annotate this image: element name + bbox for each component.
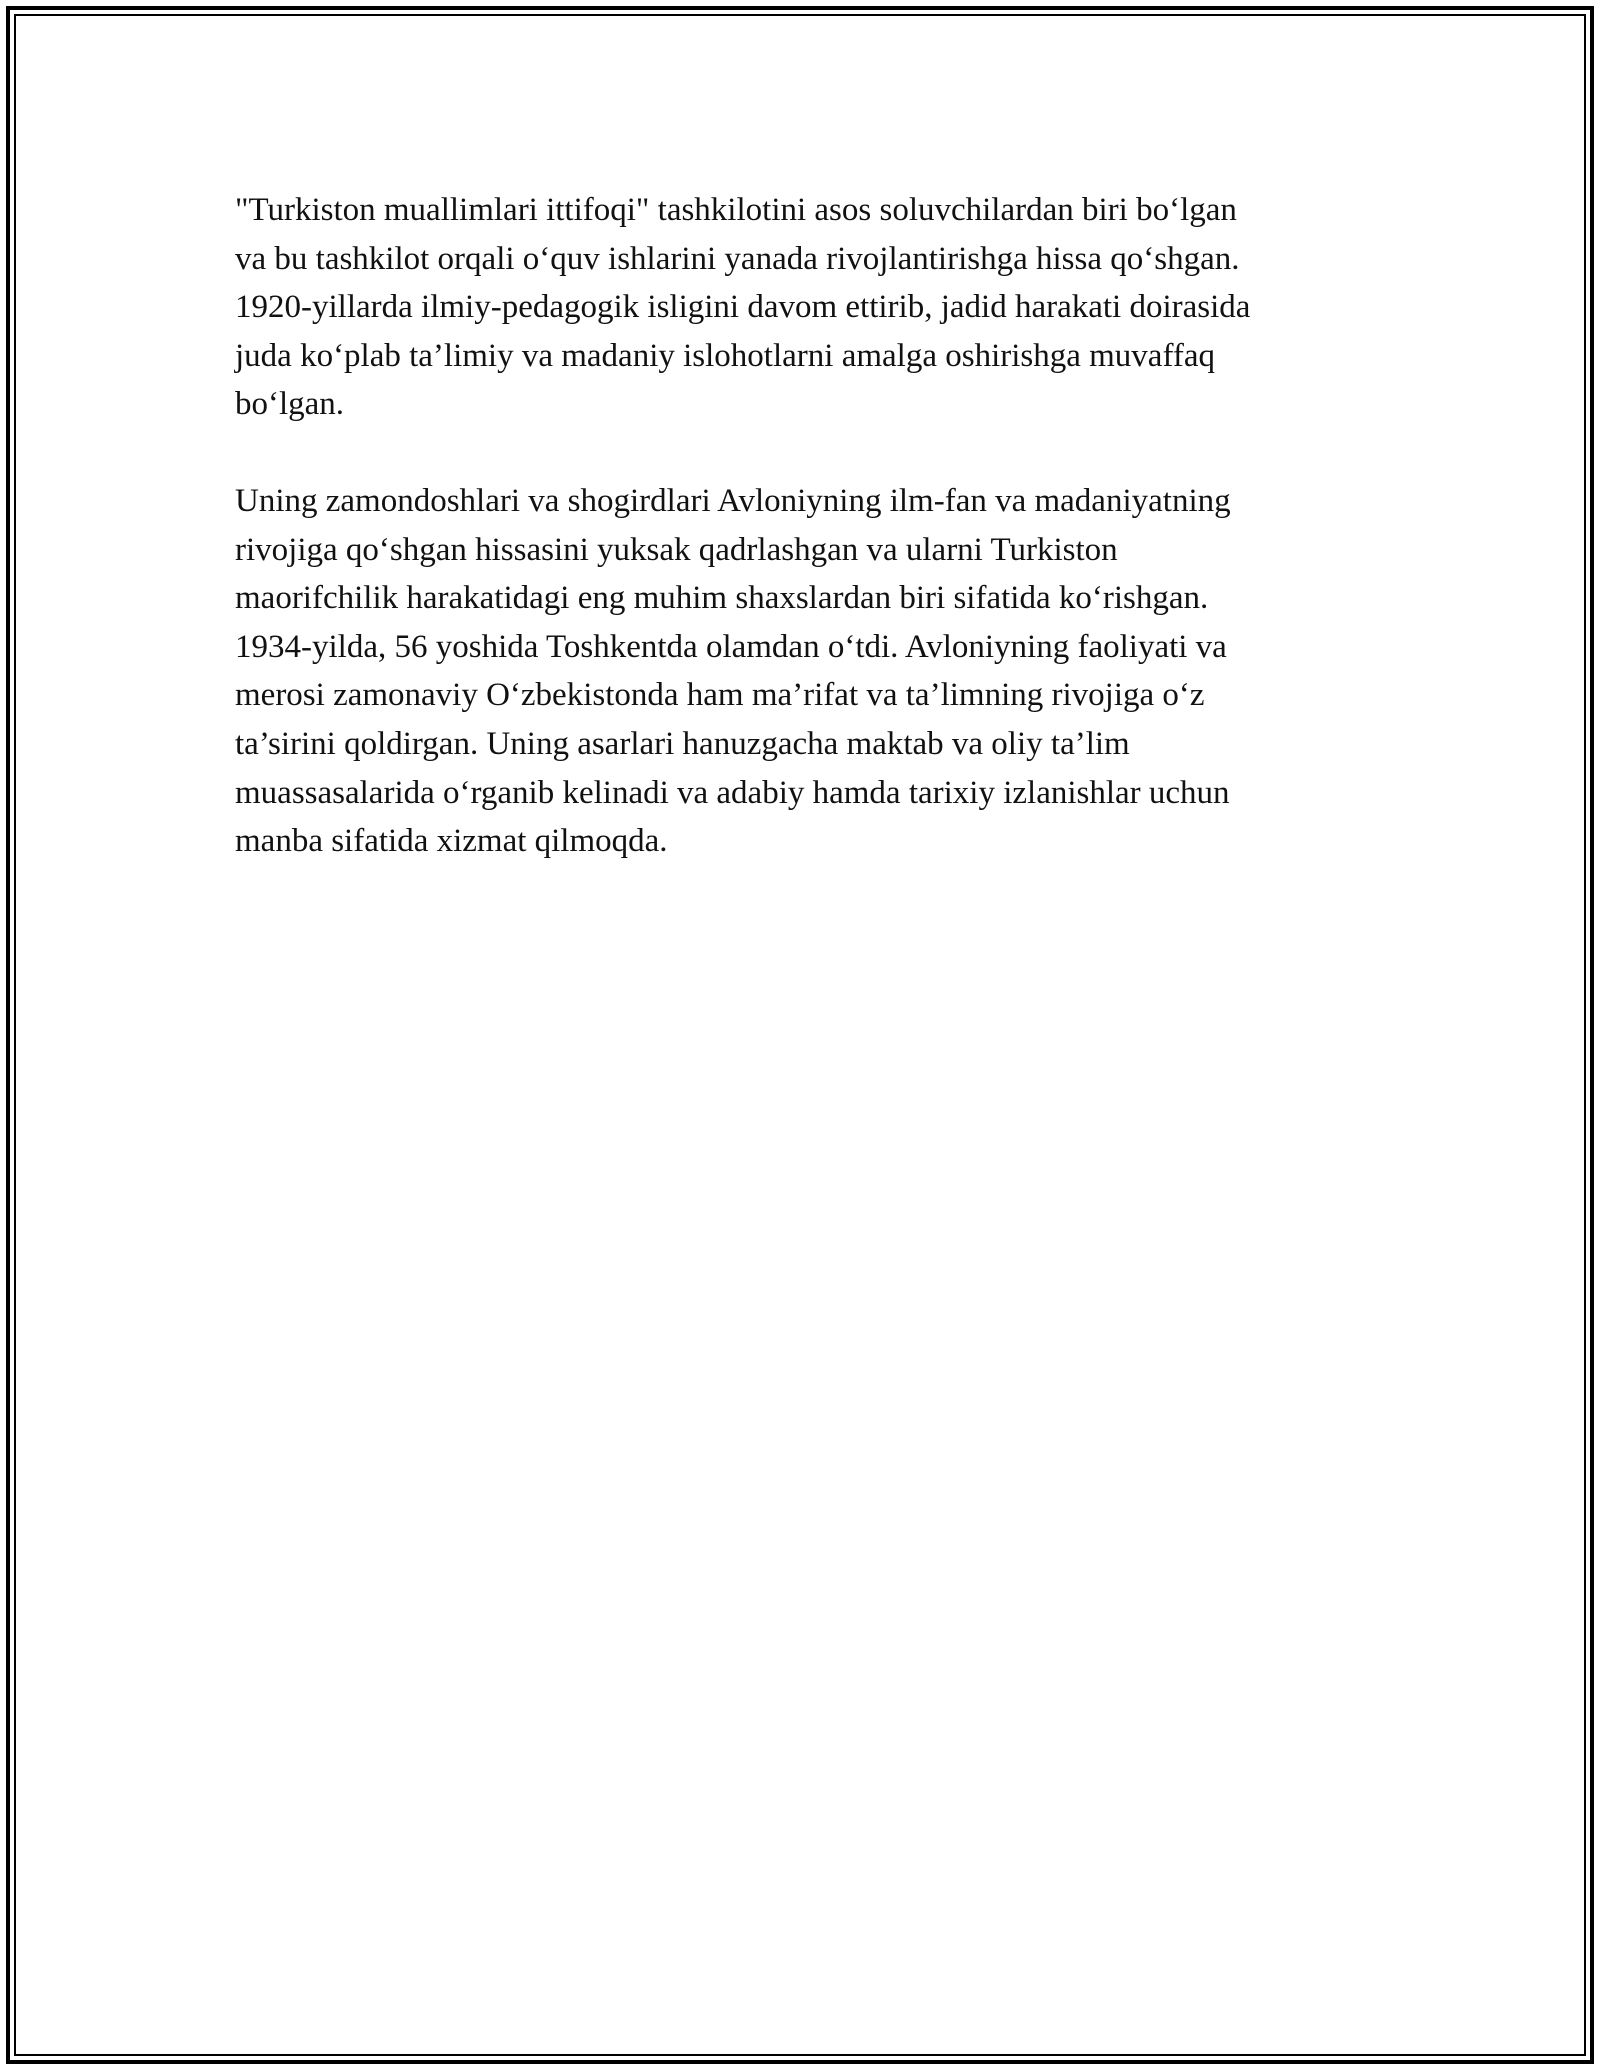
text-line: muassasalarida o‘rganib kelinadi va adabiy hamda tarixiy izlanishlar uchun: [235, 774, 1230, 811]
paragraph-1: [235, 186, 1370, 429]
paragraph-2: [235, 477, 1370, 866]
text-line: Uning zamondoshlari va shogirdlari Avloniyning ilm-fan va madaniyatning: [235, 482, 1231, 519]
text-line: bo‘lgan.: [235, 386, 345, 423]
text-line: 1920-yillarda ilmiy-pedagogik isligini davom ettirib, jadid harakati doirasida: [235, 289, 1251, 326]
text-line: "Turkiston muallimlari ittifoqi" tashkilotini asos soluvchilardan biri bo‘lgan: [235, 192, 1237, 228]
text-line: manba sifatida xizmat qilmoqda.: [235, 823, 668, 860]
document-body: [235, 186, 1370, 866]
text-line: maorifchilik harakatidagi eng muhim shaxslardan biri sifatida ko‘rishgan.: [235, 580, 1209, 617]
text-line: ta’sirini qoldirgan. Uning asarlari hanuzgacha maktab va oliy ta’lim: [235, 725, 1130, 762]
text-line: rivojiga qo‘shgan hissasini yuksak qadrlashgan va ularni Turkiston: [235, 531, 1118, 568]
text-line: va bu tashkilot orqali o‘quv ishlarini yanada rivojlantirishga hissa qo‘shgan.: [235, 240, 1240, 277]
text-line: juda ko‘plab ta’limiy va madaniy islohotlarni amalga oshirishga muvaffaq: [235, 337, 1215, 374]
text-line: 1934-yilda, 56 yoshida Toshkentda olamdan o‘tdi. Avloniyning faoliyati va: [235, 628, 1227, 665]
text-line: merosi zamonaviy O‘zbekistonda ham ma’rifat va ta’limning rivojiga o‘z: [235, 677, 1205, 714]
